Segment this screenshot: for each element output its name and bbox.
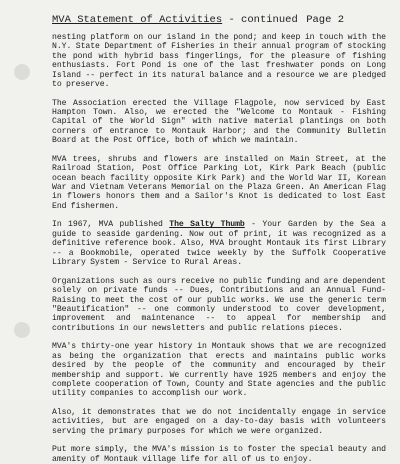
punch-hole xyxy=(14,64,30,80)
paragraph-history: MVA's thirty-one year history in Montauk shows that we are recognized as being the organization that erects and maintains public works desired by the people of the community and encouraged by their membership and support. We currently have 1925 members and enjoy the complete cooperation of Town, County and State agencies and the public utility companies to accomplish our work. xyxy=(52,342,386,399)
paragraph-pond: nesting platform on our island in the pond; and keep in touch with the N.Y. State Department of Fisheries in their annual program of stocking the pond with hybrid bass fingerlings, for the pleasure of fishing enthusiasts. Fort Pond is one of the last freshwater ponds on Long Island -- perfect in its natural balance and a resource we are pledged to preserve. xyxy=(52,33,386,90)
paragraph-mission: Put more simply, the MVA's mission is to foster the special beauty and amenity of Montauk village life for all of us to enjoy. xyxy=(52,445,386,464)
text-fragment: In 1967, MVA published xyxy=(52,220,170,230)
paragraph-funding: Organizations such as ours receive no public funding and are dependent solely on private funds -- Dues, Contributions and an Annual Fund-Raising to meet the cost of our public works. We use the generic term "Beautification" -- one commonly understood to cover development, improvement and maintenance -- to appeal for membership and contributions in our newsletters and public relations pieces. xyxy=(52,276,386,333)
paragraph-volunteers: Also, it demonstrates that we do not incidentally engage in service activities, but are engaged on a day-to-day basis with volunteers serving the primary purposes for which we were organized. xyxy=(52,407,386,436)
publication-title: The Salty Thumb xyxy=(169,220,245,230)
page-header xyxy=(52,14,386,26)
punch-hole xyxy=(14,322,30,338)
paragraph-salty-thumb xyxy=(52,220,386,267)
text-fragment: - Your Garden by the Sea a guide to seaside gardening. Now out of print, it was recognized as a definitive reference book. Also, MVA brought Montauk its first Library -- a Bookmobile, operated twice weekly by the Suffolk Cooperative Library System - Service to Rural Areas. xyxy=(52,220,386,268)
paragraph-flagpole: The Association erected the Village Flagpole, now serviced by East Hampton Town. Also, we erected the "Welcome to Montauk - Fishing Capital of the World Sign" with native material plantings on both corners of entrance to Montauk Harbor; and the Community Bulletin Board at the Post Office, both of which we maintain. xyxy=(52,98,386,146)
statement-title: MVA Statement of Activities xyxy=(52,14,223,26)
title-suffix: - continued xyxy=(222,14,298,26)
paragraph-plantings: MVA trees, shrubs and flowers are installed on Main Street, at the Railroad Station, Post Office Parking Lot, Kirk Park Beach (public ocean beach facility opposite Kirk Park) and the World War II, Korean War and Vietnam Veterans Memorial on the Plaza Green. An American Flag in flowers honors them and a Sailor's Knot is dedicated to lost East End fishermen. xyxy=(52,154,386,211)
header-title-group xyxy=(52,14,298,26)
page-number: Page 2 xyxy=(306,14,344,26)
